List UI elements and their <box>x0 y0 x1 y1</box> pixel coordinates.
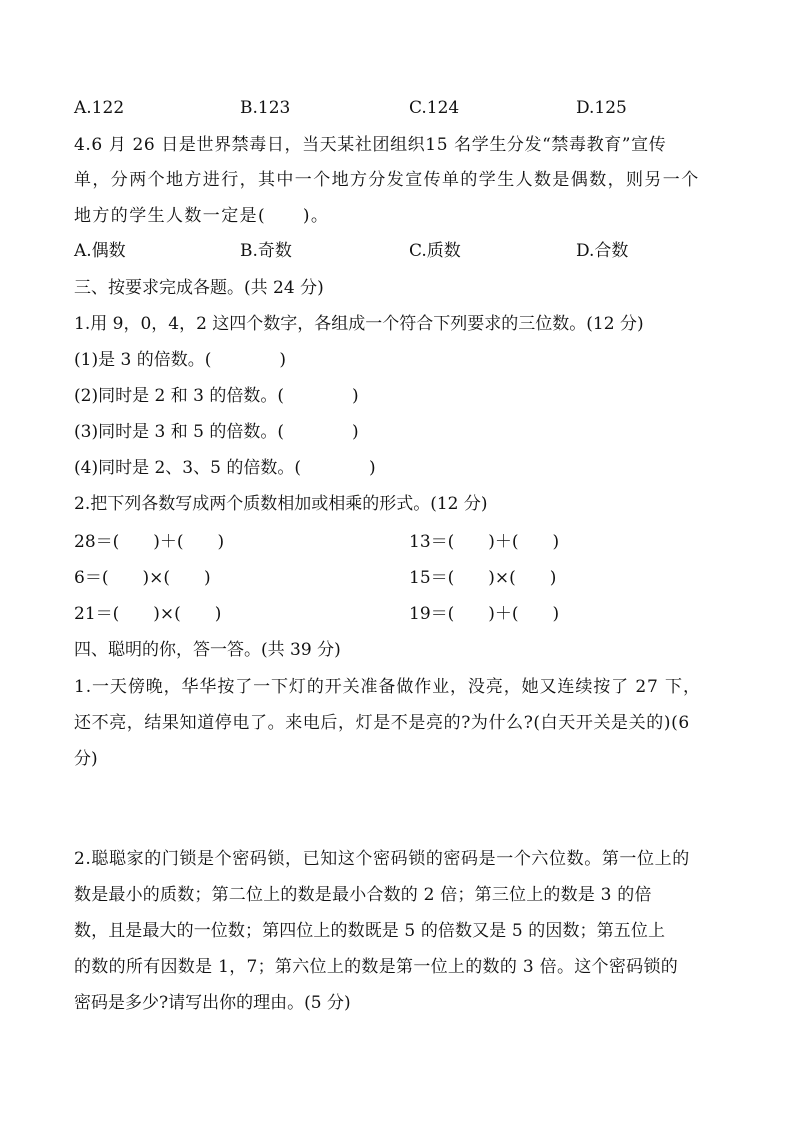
q3-option-a: A.122 <box>74 98 125 118</box>
s4-q1-line-3: 分) <box>74 749 98 769</box>
section-4-heading: 四、聪明的你，答一答。(共 39 分) <box>74 640 341 660</box>
q4-option-a: A.偶数 <box>74 241 126 261</box>
q3-option-d: D.125 <box>576 98 627 118</box>
s3-q2-stem: 2.把下列各数写成两个质数相加或相乘的形式。(12 分) <box>74 494 488 514</box>
s3-q1-item-1: (1)是 3 的倍数。( ) <box>74 350 286 370</box>
s3-q2-right-2: 15＝( )×( ) <box>409 568 557 588</box>
s3-q1-stem: 1.用 9，0，4，2 这四个数字，各组成一个符合下列要求的三位数。(12 分) <box>74 314 644 334</box>
s3-q1-item-4: (4)同时是 2、3、5 的倍数。( ) <box>74 458 376 478</box>
q4-option-b: B.奇数 <box>240 241 292 261</box>
s4-q2-line-3: 数，且是最大的一位数；第四位上的数既是 5 的倍数又是 5 的因数；第五位上 <box>74 921 666 941</box>
s4-q1-line-2: 还不亮，结果知道停电了。来电后，灯是不是亮的?为什么?(白天开关是关的)(6 <box>74 713 690 733</box>
q4-stem-line-1: 4.6 月 26 日是世界禁毒日，当天某社团组织15 名学生分发“禁毒教育”宣传 <box>74 135 667 155</box>
s3-q2-right-3: 19＝( )＋( ) <box>409 604 560 624</box>
q4-stem-line-2: 单，分两个地方进行，其中一个地方分发宣传单的学生人数是偶数，则另一个 <box>74 170 700 190</box>
q4-option-c: C.质数 <box>409 241 461 261</box>
s3-q2-right-1: 13＝( )＋( ) <box>409 532 560 552</box>
s3-q2-left-3: 21＝( )×( ) <box>74 604 222 624</box>
s3-q2-left-1: 28＝( )＋( ) <box>74 532 225 552</box>
q3-option-b: B.123 <box>240 98 291 118</box>
s3-q1-item-2: (2)同时是 2 和 3 的倍数。( ) <box>74 386 359 406</box>
s4-q2-line-2: 数是最小的质数；第二位上的数是最小合数的 2 倍；第三位上的数是 3 的倍 <box>74 885 652 905</box>
q3-option-c: C.124 <box>409 98 460 118</box>
q4-option-d: D.合数 <box>576 241 629 261</box>
s3-q2-left-2: 6＝( )×( ) <box>74 568 211 588</box>
s3-q1-item-3: (3)同时是 3 和 5 的倍数。( ) <box>74 422 359 442</box>
s4-q2-line-5: 密码是多少?请写出你的理由。(5 分) <box>74 993 351 1013</box>
s4-q2-line-1: 2.聪聪家的门锁是个密码锁，已知这个密码锁的密码是一个六位数。第一位上的 <box>74 849 690 869</box>
s4-q2-line-4: 的数的所有因数是 1，7；第六位上的数是第一位上的数的 3 倍。这个密码锁的 <box>74 957 679 977</box>
section-3-heading: 三、按要求完成各题。(共 24 分) <box>74 278 324 298</box>
q4-stem-line-3: 地方的学生人数一定是( )。 <box>74 206 330 226</box>
s4-q1-line-1: 1.一天傍晚，华华按了一下灯的开关准备做作业，没亮，她又连续按了 27 下， <box>74 677 701 697</box>
